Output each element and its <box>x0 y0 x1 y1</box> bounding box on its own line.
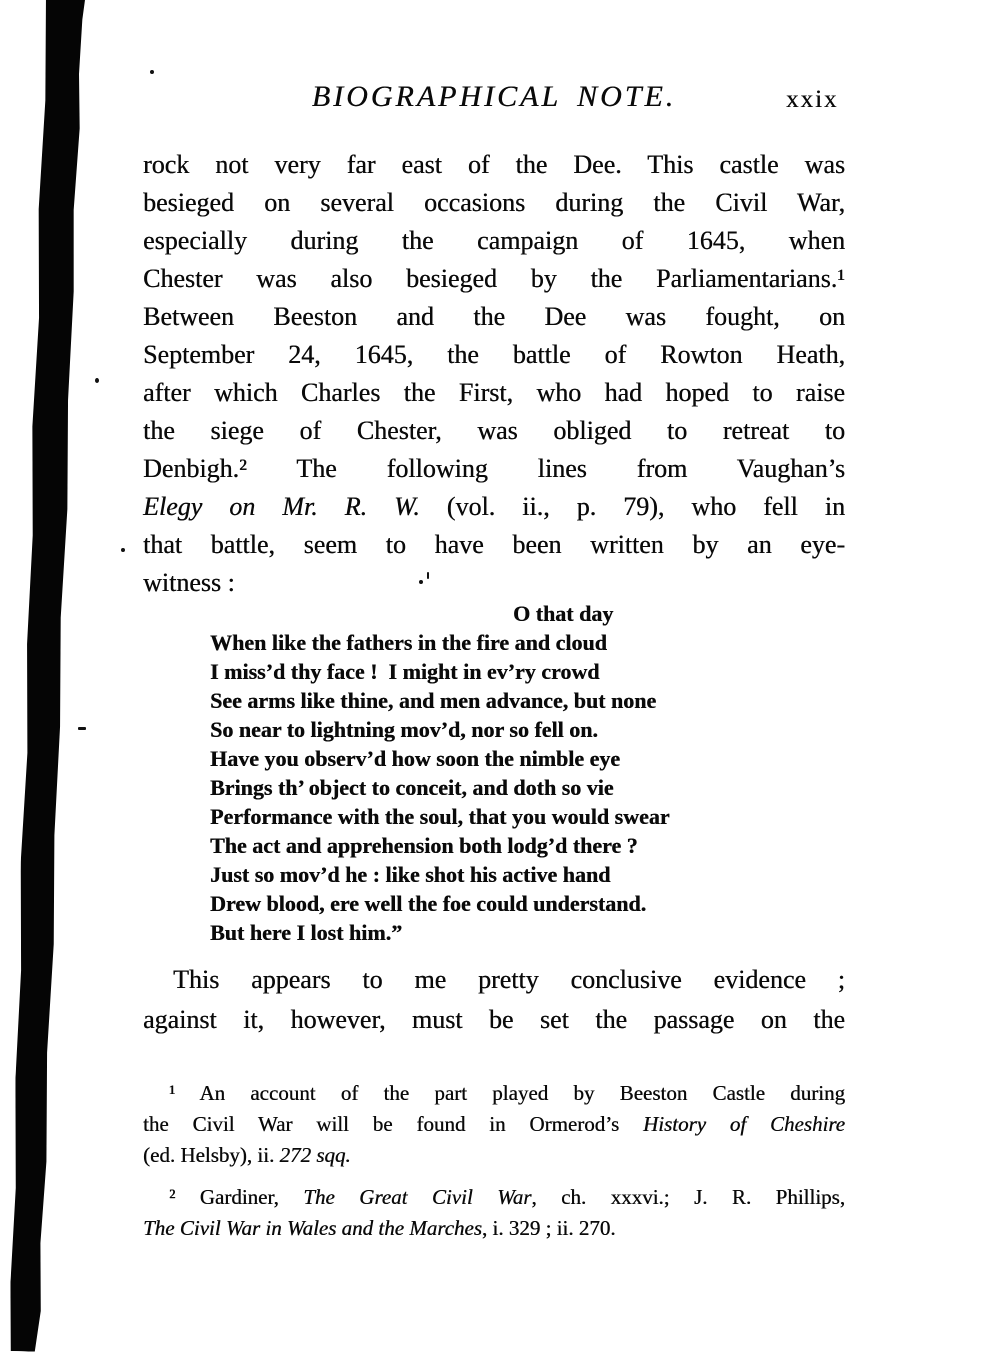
poem-line: Have you observ’d how soon the nimble eye <box>210 746 621 771</box>
poem-line: So near to lightning mov’d, nor so fell on. <box>210 717 598 742</box>
book-title-history-of-cheshire: History of Cheshire <box>642 1112 845 1136</box>
text-line: Between Beeston and the Dee was fought, on <box>143 302 845 331</box>
poem-line: See arms like thine, and men advance, but none <box>210 688 657 713</box>
text-line: Chester was also besieged by the Parliamentarians.¹ <box>143 264 845 293</box>
poem-line: O that day <box>513 601 614 626</box>
book-title-elegy: Elegy on Mr. R. W. <box>143 492 420 521</box>
text-line: besieged on several occasions during the Civil War, <box>143 188 845 217</box>
footnote-2 <box>143 1182 845 1244</box>
poem-line: I miss’d thy face ! I might in ev’ry crowd <box>210 659 600 684</box>
scan-speckle <box>95 378 99 383</box>
scan-speckle <box>121 548 125 552</box>
book-title-civil-war-in-wales: The Civil War in Wales and the Marches <box>143 1216 482 1240</box>
book-title-great-civil-war: The Great Civil War <box>303 1185 532 1209</box>
footnote-line: (ed. Helsby), ii. 272 sqq. <box>143 1143 351 1167</box>
poem-line: Just so mov’d he : like shot his active hand <box>210 862 611 887</box>
text-line: after which Charles the First, who had hoped to raise <box>143 378 845 407</box>
poem-line: Brings th’ object to conceit, and doth so vie <box>210 775 614 800</box>
text-line: the siege of Chester, was obliged to retreat to <box>143 416 845 445</box>
poem-line: Performance with the soul, that you would swear <box>210 804 670 829</box>
footnote-line: ² Gardiner, The Great Civil War, ch. xxxvi.; J. R. Phillips, <box>169 1185 845 1209</box>
footnote-line: The Civil War in Wales and the Marches, i. 329 ; ii. 270. <box>143 1216 616 1240</box>
page-number: xxix <box>786 86 839 113</box>
scan-speckle <box>150 70 154 74</box>
scan-gutter-shadow <box>7 0 90 1352</box>
poem-line: But here I lost him.” <box>210 920 403 945</box>
poem-line: Drew blood, ere well the foe could understand. <box>210 891 647 916</box>
text-line: Denbigh.² The following lines from Vaughan’s <box>143 454 845 483</box>
footnote-1 <box>143 1078 845 1171</box>
text-line: that battle, seem to have been written by an eye- <box>143 530 845 559</box>
text-line: Elegy on Mr. R. W. (vol. ii., p. 79), who fell in <box>143 492 845 521</box>
text-line: witness : <box>143 568 235 597</box>
scan-speckle <box>78 727 86 730</box>
footnote-line: ¹ An account of the part played by Beeston Castle during <box>169 1081 845 1105</box>
poem-line: When like the fathers in the fire and cloud <box>210 630 607 655</box>
main-paragraph <box>143 146 845 602</box>
footnote-line: the Civil War will be found in Ormerod’s History of Cheshire <box>143 1112 845 1136</box>
page-title: BIOGRAPHICAL NOTE. <box>311 80 677 113</box>
text-line: This appears to me pretty conclusive evidence ; <box>173 965 845 994</box>
text-line: especially during the campaign of 1645, when <box>143 226 845 255</box>
text-line: September 24, 1645, the battle of Rowton Heath, <box>143 340 845 369</box>
text-line: against it, however, must be set the passage on the <box>143 1005 845 1034</box>
text-line: rock not very far east of the Dee. This castle was <box>143 150 845 179</box>
poem-quotation <box>210 599 775 947</box>
closing-paragraph <box>143 960 845 1040</box>
poem-line: The act and apprehension both lodg’d there ? <box>210 833 638 858</box>
